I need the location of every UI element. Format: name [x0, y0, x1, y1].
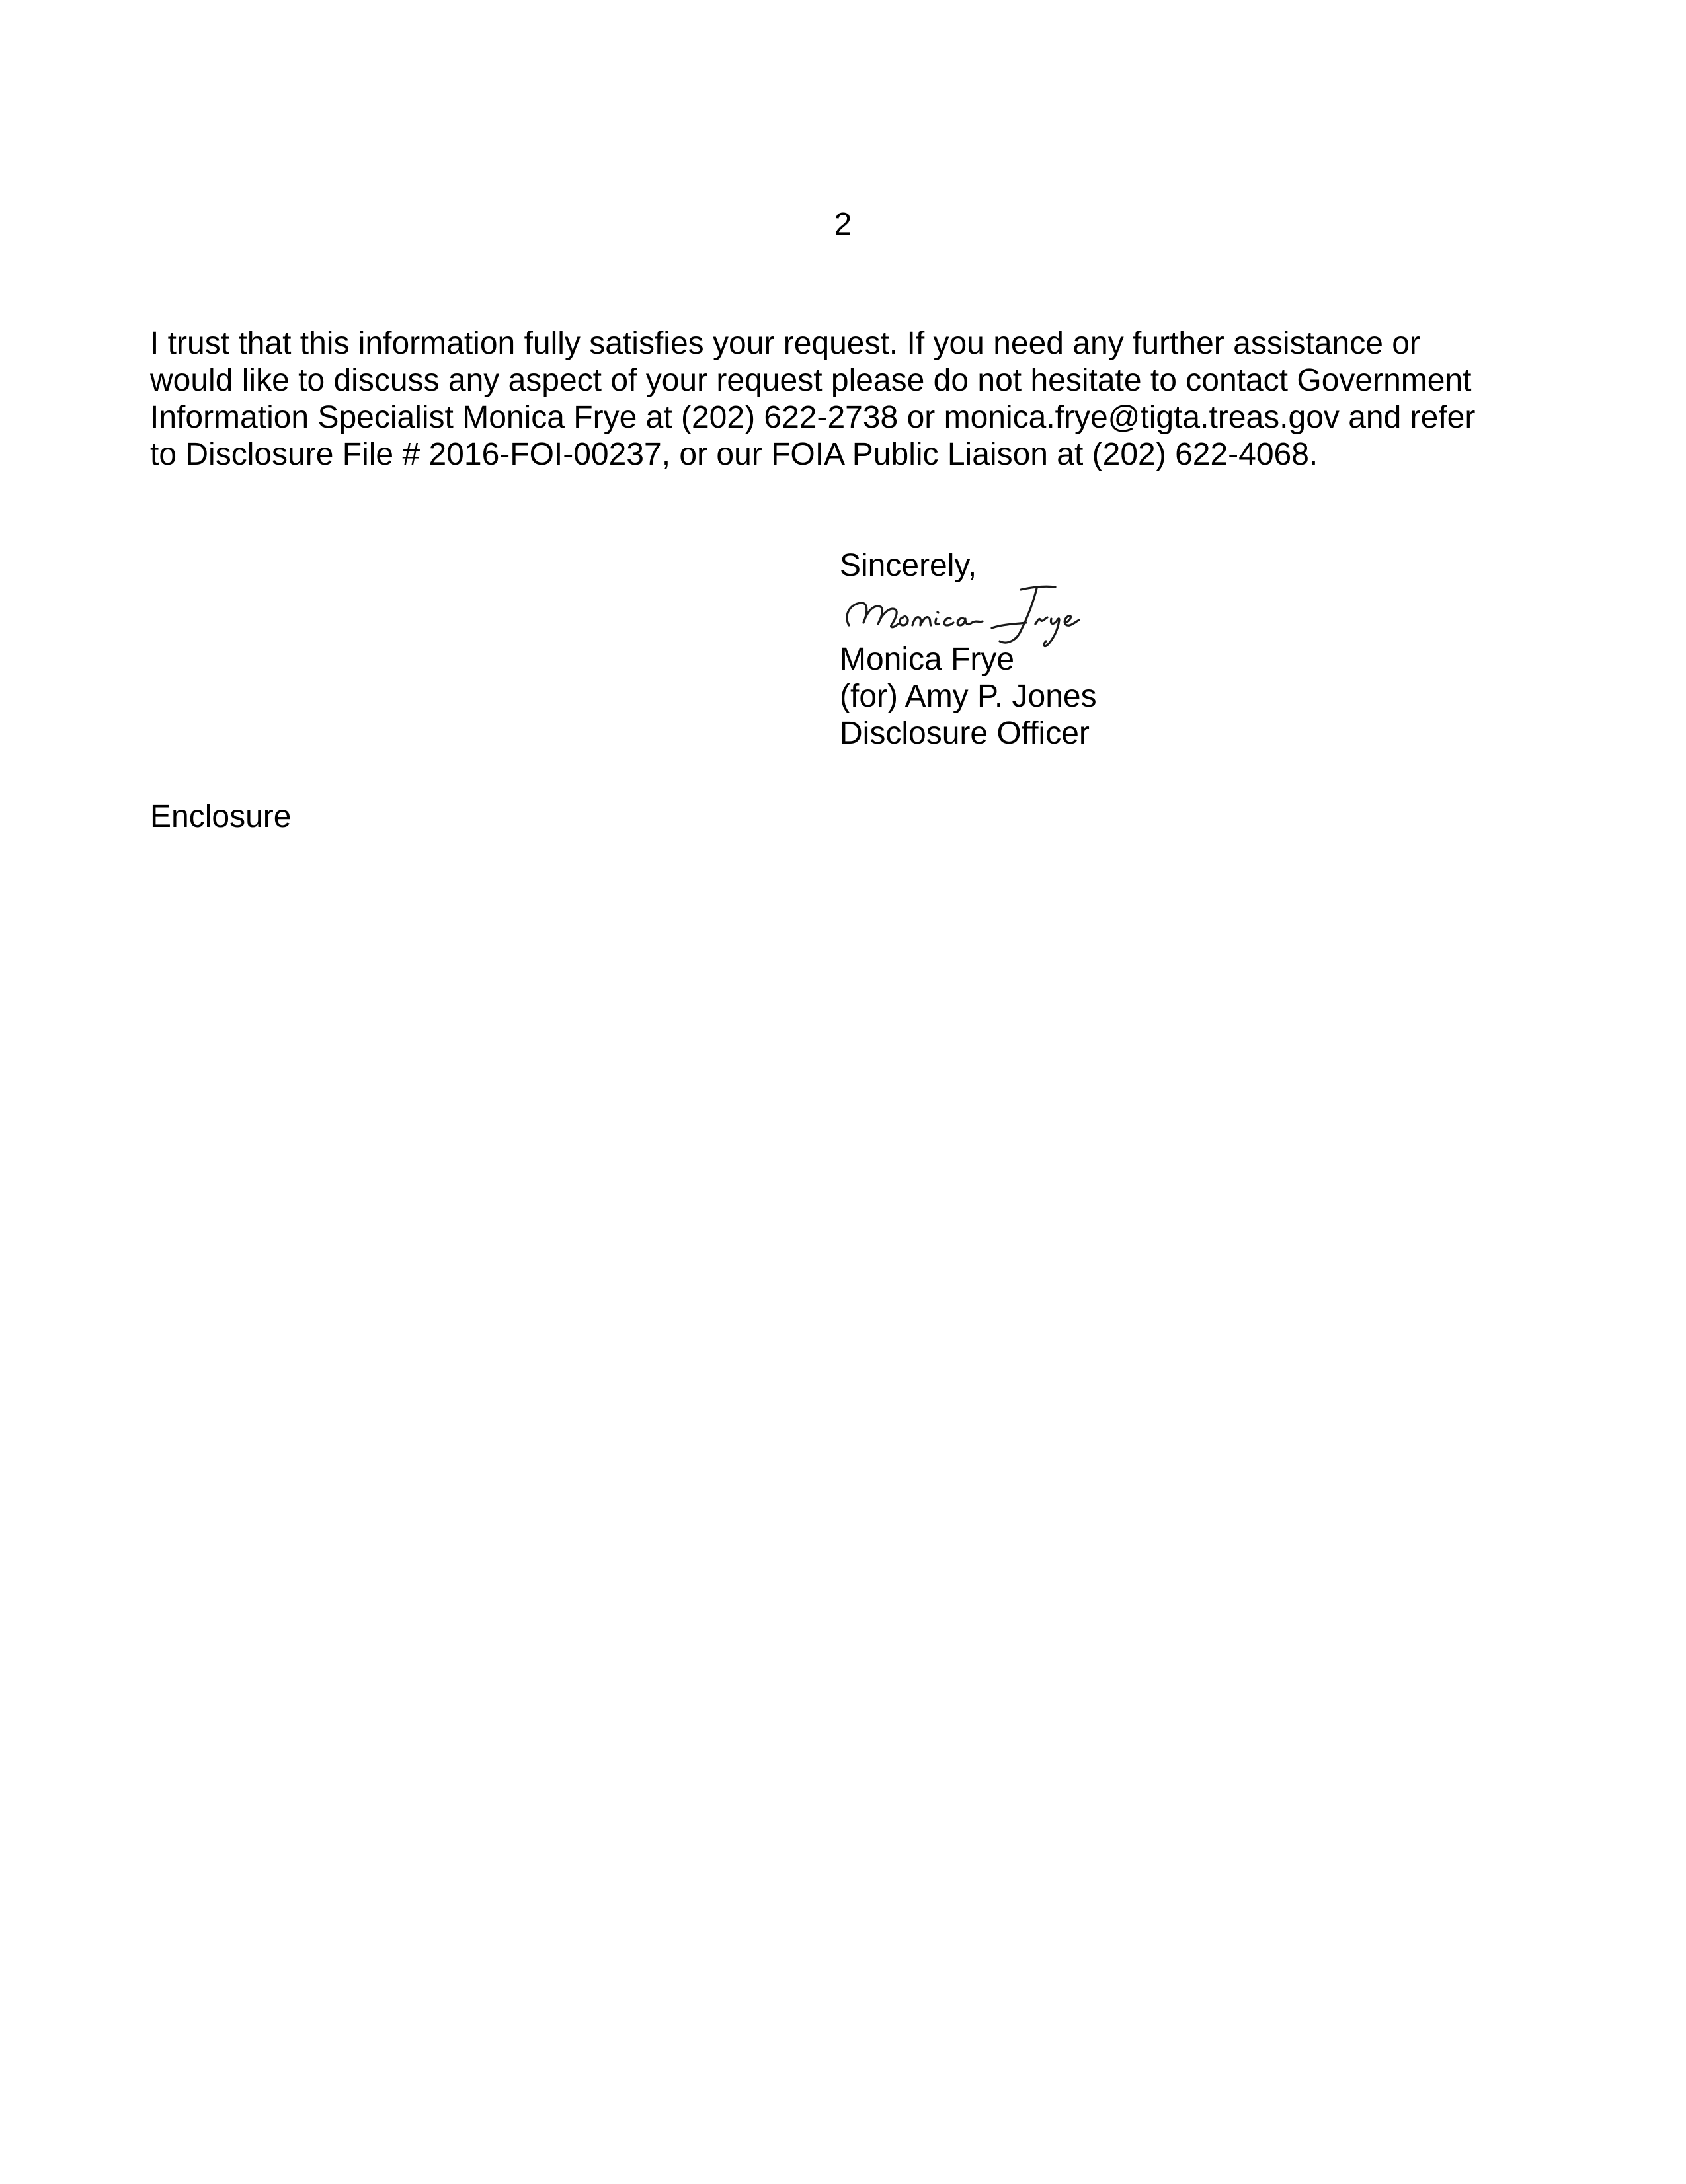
- page-number: 2: [834, 207, 852, 242]
- body-line: I trust that this information fully satisfies your request. If you need any further assistance or: [150, 326, 1420, 361]
- closing-salutation: Sincerely,: [840, 548, 977, 583]
- signer-title: Disclosure Officer: [840, 716, 1090, 751]
- body-line: Information Specialist Monica Frye at (202) 622-2738 or monica.frye@tigta.treas.gov and refer: [150, 400, 1476, 435]
- body-line: would like to discuss any aspect of your request please do not hesitate to contact Government: [150, 363, 1472, 398]
- body-paragraph: [150, 325, 1475, 473]
- signer-for-line: (for) Amy P. Jones: [840, 679, 1097, 714]
- signer-name: Monica Frye: [840, 642, 1015, 677]
- signature-block: [840, 547, 1125, 752]
- enclosure-label: Enclosure: [150, 799, 292, 834]
- body-line: to Disclosure File # 2016-FOI-00237, or our FOIA Public Liaison at (202) 622-4068.: [150, 437, 1318, 472]
- handwritten-signature: [834, 584, 1125, 650]
